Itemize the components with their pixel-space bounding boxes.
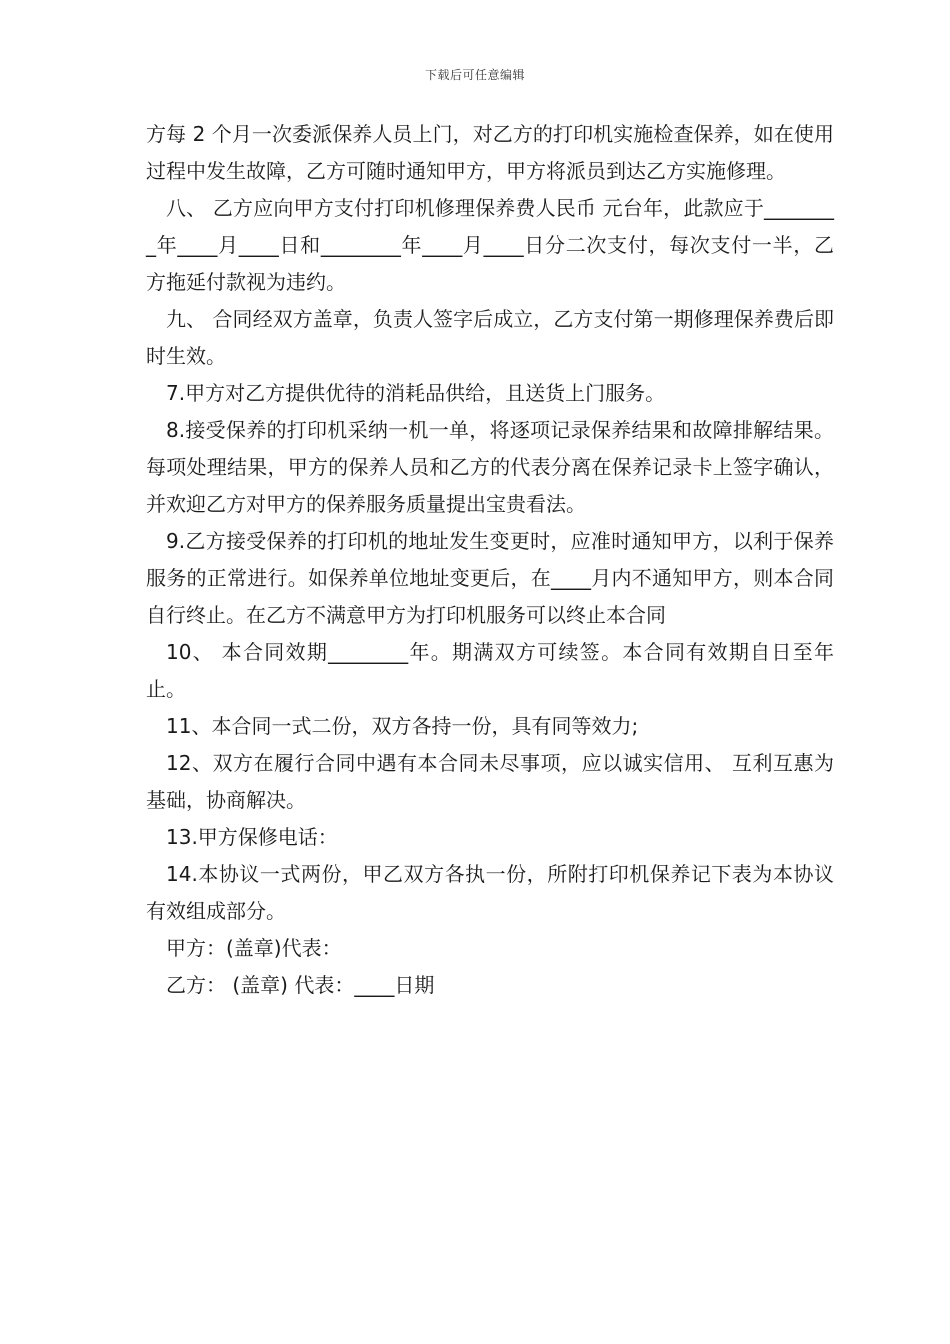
- signature-party-a: 甲方：(盖章)代表：: [166, 936, 342, 960]
- signature-party-b: 乙方： (盖章) 代表：____日期: [166, 973, 435, 997]
- paragraph-item-11: 11、本合同一式二份，双方各持一份，具有同等效力;: [166, 714, 639, 738]
- paragraph-item-12: 12、双方在履行合同中遇有本合同未尽事项，应以诚实信用、 互利互惠为基础，协商解决。: [146, 751, 834, 812]
- page-header: 下载后可任意编辑: [424, 68, 525, 82]
- paragraph-item-10: 10、 本合同效期________年。期满双方可续签。本合同有效期自日至年止。: [146, 640, 834, 701]
- paragraph-item-9: 9.乙方接受保养的打印机的地址发生变更时，应准时通知甲方，以利于保养服务的正常进行。如保养单位地址变更后，在____月内不通知甲方，则本合同自行终止。在乙方不满意甲方为打印机服务可以终止本合同: [146, 529, 834, 627]
- document-body: [146, 116, 834, 1004]
- paragraph-item-8: 8.接受保养的打印机采纳一机一单，将逐项记录保养结果和故障排解结果。每项处理结果，甲方的保养人员和乙方的代表分离在保养记录卡上签字确认，并欢迎乙方对甲方的保养服务质量提出宝贵看法。: [146, 418, 834, 516]
- paragraph-item-14: 14.本协议一式两份，甲乙双方各执一份，所附打印机保养记下表为本协议有效组成部分。: [146, 862, 834, 923]
- paragraph-item-7: 7.甲方对乙方提供优待的消耗品供给，且送货上门服务。: [166, 381, 666, 405]
- paragraph-continuation: 方每 2 个月一次委派保养人员上门，对乙方的打印机实施检查保养，如在使用过程中发生故障，乙方可随时通知甲方，甲方将派员到达乙方实施修理。: [146, 122, 834, 183]
- paragraph-clause-9: 九、 合同经双方盖章，负责人签字后成立，乙方支付第一期修理保养费后即时生效。: [146, 307, 834, 368]
- paragraph-item-13: 13.甲方保修电话：: [166, 825, 338, 849]
- paragraph-clause-8: 八、 乙方应向甲方支付打印机修理保养费人民币 元台年，此款应于________年____月____日和________年____月____日分二次支付，每次支付一半，乙方拖延付款视为违约。: [146, 196, 834, 294]
